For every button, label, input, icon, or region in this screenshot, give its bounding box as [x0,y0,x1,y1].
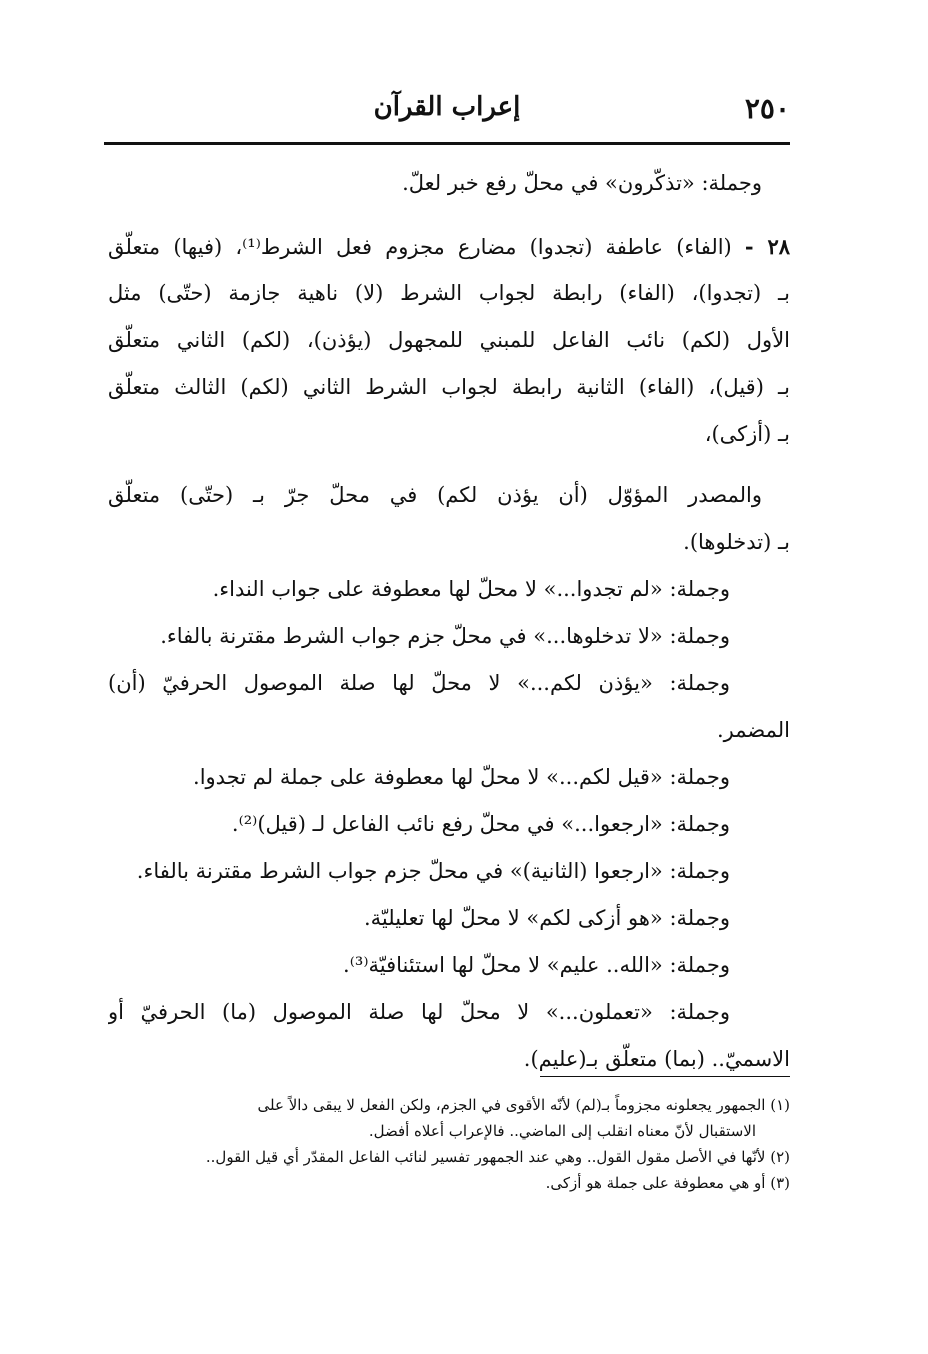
text-line: المضمر. [717,718,790,742]
running-title: إعراب القرآن [373,92,521,122]
page-header [104,92,790,138]
text-line: وجملة: «ارجعوا (الثانية)» في محلّ جزم جواب الشرط مقترنة بالفاء. [136,859,730,883]
text-line: بـ (تدخلوها). [683,530,790,554]
text-line: وجملة: «يؤذن لكم...» لا محلّ لها صلة الموصول الحرفيّ (أن) [108,671,730,695]
text-line: وجملة: «تعملون...» لا محلّ لها صلة الموصول (ما) الحرفيّ أو [108,1000,730,1024]
footnote-1: (١) الجمهور يجعلونه مجزوماً بـ(لم) لأنّه الأقوى في الجزم، ولكن الفعل لا يبقى دالاً على [257,1096,790,1114]
footnote-2: (٢) لأنّها في الأصل مقول القول.. وهي عند الجمهور تفسير لنائب الفاعل المقدّر أي قيل القول.. [205,1148,790,1166]
text-line: الأول (لكم) نائب الفاعل للمبني للمجهول (يؤذن)، (لكم) الثاني متعلّق [108,328,790,352]
footnote-separator [540,1076,790,1077]
verse-analysis-text: (الفاء) عاطفة (تجدوا) مضارع مجزوم فعل الشرط⁽¹⁾، (فيها) متعلّق [108,235,732,259]
text-line: بـ (أزكى)، [704,422,790,446]
verse-number: ٢٨ - [744,234,790,259]
page-number: ٢٥٠ [744,92,790,125]
text-line: وجملة: «الله.. عليم» لا محلّ لها استئنافيّة⁽³⁾. [343,953,730,977]
text-line: وجملة: «تذكّرون» في محلّ رفع خبر لعلّ. [402,171,762,195]
text-line: بـ (قيل)، (الفاء) الثانية رابطة لجواب الشرط الثاني (لكم) الثالث متعلّق [108,375,790,399]
footnote-1-continuation: الاستقبال لأنّ معناه انقلب إلى الماضي.. فالإعراب أعلاه أفضل. [368,1122,756,1140]
footnotes [108,1092,790,1196]
header-rule [104,142,790,145]
text-line: وجملة: «لا تدخلوها...» في محلّ جزم جواب الشرط مقترنة بالفاء. [160,624,730,648]
text-line: وجملة: «قيل لكم...» لا محلّ لها معطوفة على جملة لم تجدوا. [193,765,730,789]
footnote-3: (٣) أو هي معطوفة على جملة هو أزكى. [545,1174,790,1192]
text-line [108,223,790,270]
text-line: والمصدر المؤوّل (أن يؤذن لكم) في محلّ جرّ بـ (حتّى) متعلّق [108,483,762,507]
text-line: وجملة: «هو أزكى لكم» لا محلّ لها تعليليّة. [364,906,730,930]
text-line: بـ (تجدوا)، (الفاء) رابطة لجواب الشرط (لا) ناهية جازمة (حتّى) مثل [108,281,790,305]
main-text [108,160,790,1083]
text-line: وجملة: «ارجعوا...» في محلّ رفع نائب الفاعل لـ (قيل)⁽²⁾. [231,812,730,836]
text-line: وجملة: «لم تجدوا...» لا محلّ لها معطوفة على جواب النداء. [212,577,730,601]
text-line: الاسميّ.. (بما) متعلّق بـ(عليم). [523,1047,790,1071]
